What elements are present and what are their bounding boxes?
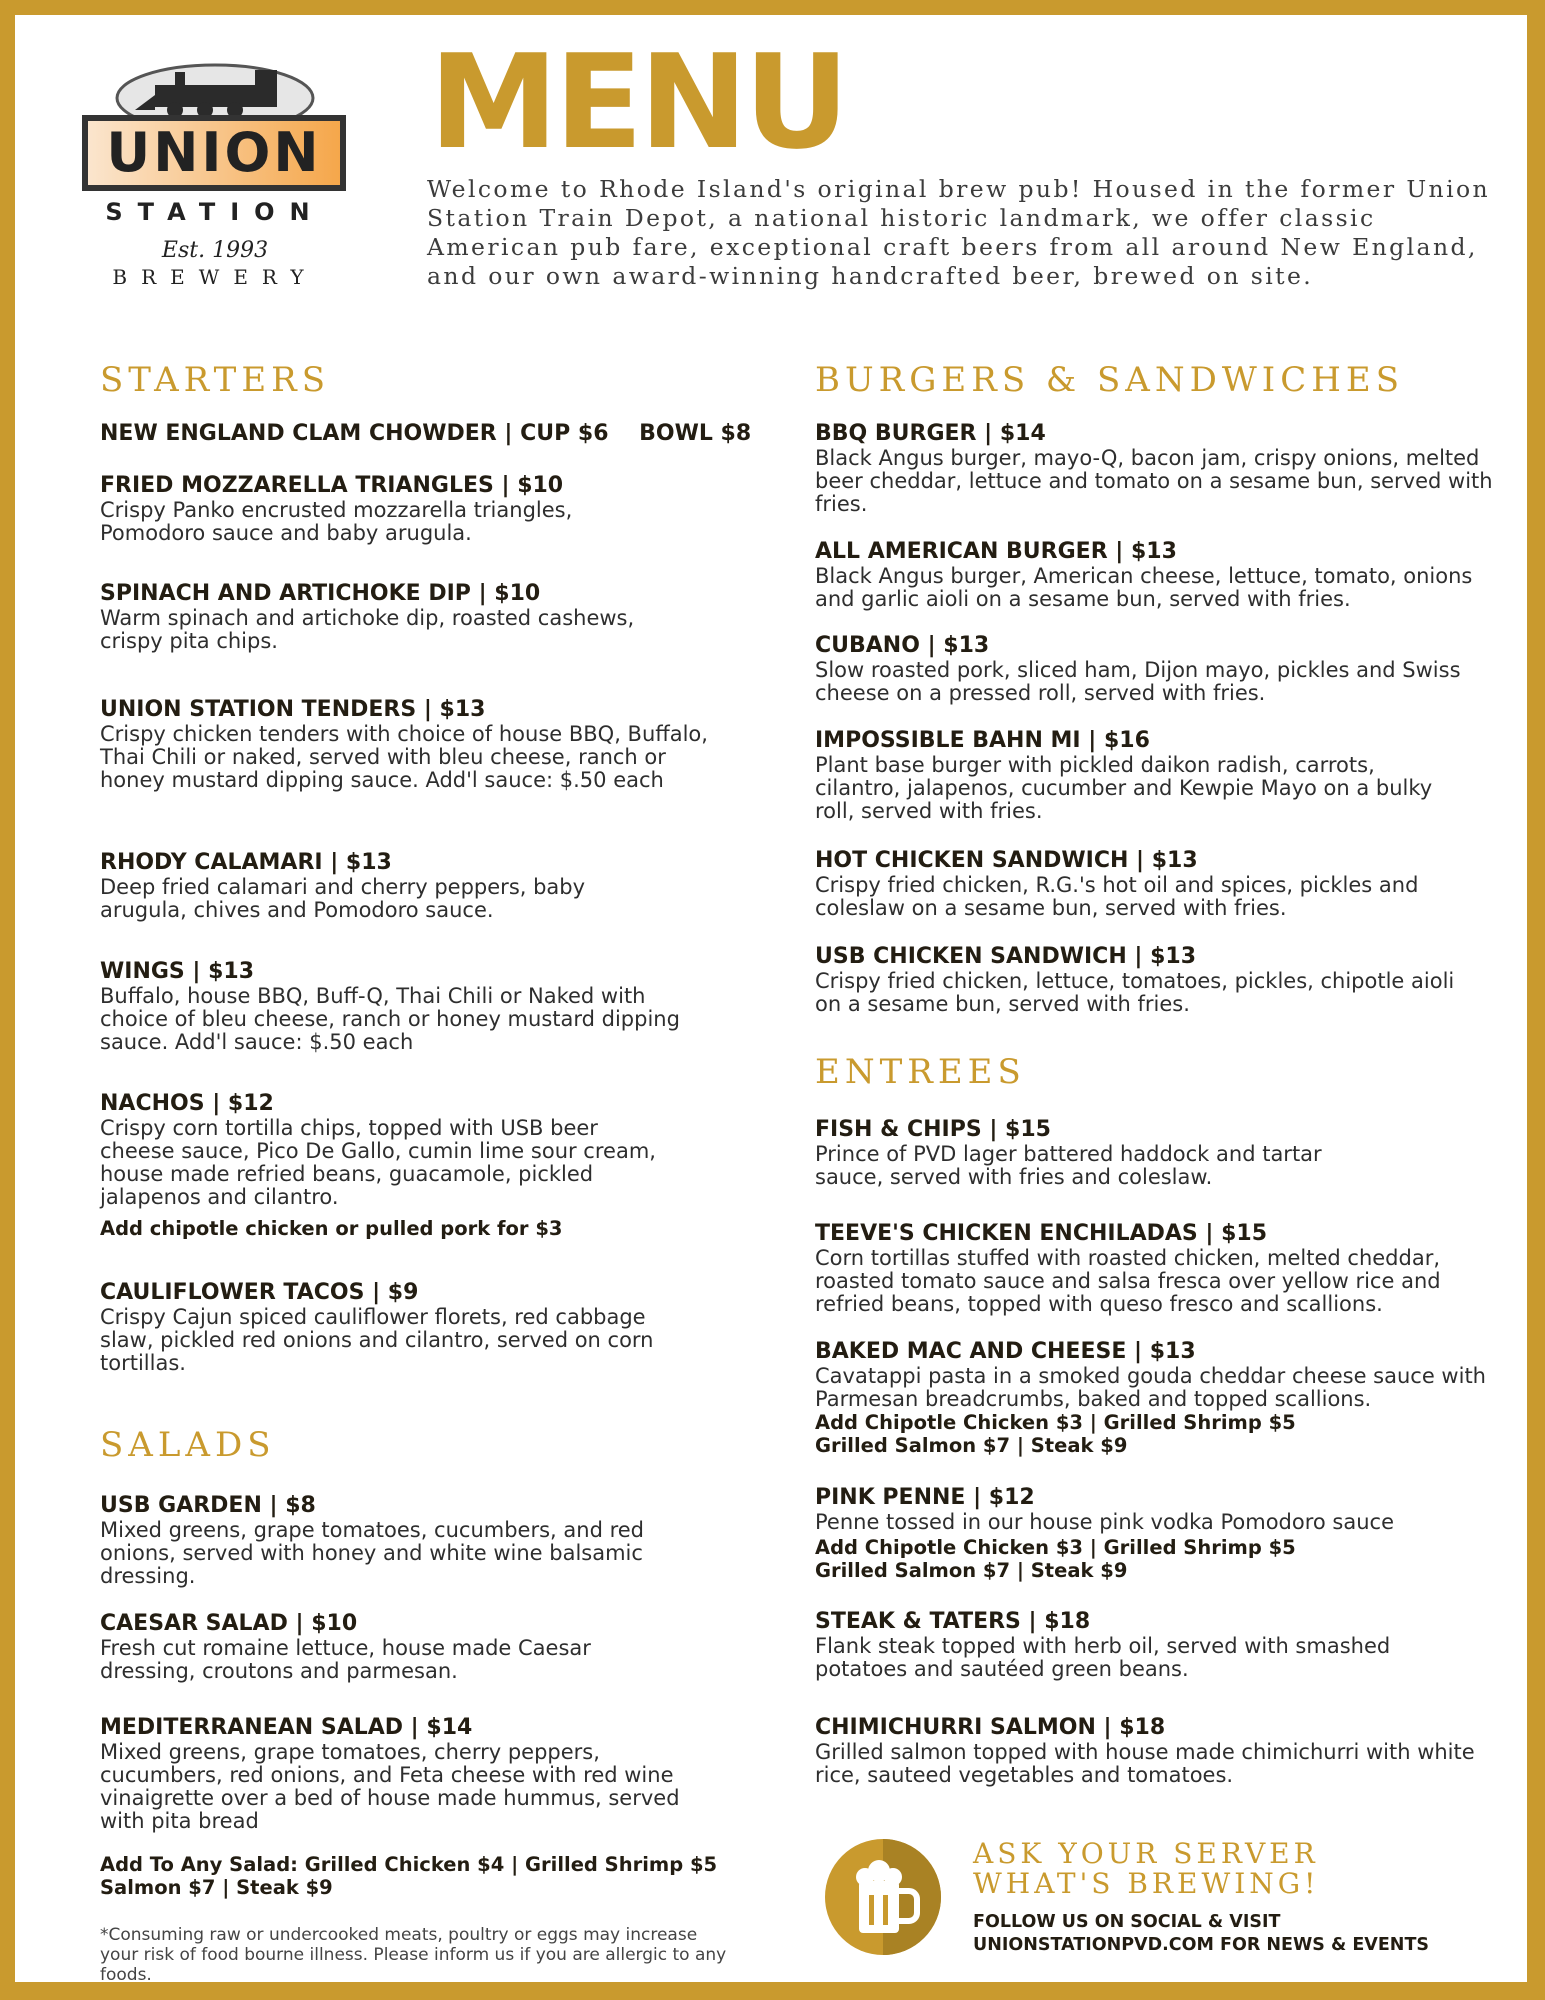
item-description: Cavatappi pasta in a smoked gouda cheddar cheese sauce with Parmesan breadcrumbs, baked and topped scallions.	[815, 1364, 1486, 1411]
item-title: MEDITERRANEAN SALAD | $14	[100, 1715, 473, 1740]
item-description: Crispy Panko encrusted mozzarella triangles, Pomodoro sauce and baby arugula.	[100, 498, 573, 545]
item-description: Plant base burger with pickled daikon radish, carrots, cilantro, jalapenos, cucumber and Kewpie Mayo on a bulky roll, served with fries.	[815, 753, 1433, 823]
menu-item	[100, 421, 800, 447]
item-description: Warm spinach and artichoke dip, roasted cashews, crispy pita chips.	[100, 606, 635, 653]
item-description: Crispy corn tortilla chips, topped with USB beer cheese sauce, Pico De Gallo, cumin lime sour cream, house made refried beans, guacamole, pickled jalapenos and cilantro.	[100, 1116, 656, 1209]
item-addon: Add chipotle chicken or pulled pork for $3	[100, 1217, 563, 1240]
item-title: USB GARDEN | $8	[100, 1493, 316, 1518]
item-title: ALL AMERICAN BURGER | $13	[815, 539, 1177, 564]
section-heading-salads: SALADS	[100, 1425, 276, 1465]
menu-item	[100, 850, 670, 922]
menu-item	[100, 959, 680, 1054]
item-description: Mixed greens, grape tomatoes, cherry peppers, cucumbers, red onions, and Feta cheese with red wine vinaigrette over a bed of house made hummus, served with pita bread	[100, 1740, 680, 1833]
follow-line1: FOLLOW US ON SOCIAL & VISIT	[973, 1912, 1281, 1932]
intro-text: Welcome to Rhode Island's original brew pub! Housed in the former Union Station Train Depot, a national historic landmark, we offer classic American pub fare, exceptional craft beers from all around New England, and our own award-winning handcrafted beer, brewed on site.	[427, 175, 1491, 290]
section-heading-starters: STARTERS	[100, 360, 331, 400]
item-description: Crispy fried chicken, R.G.'s hot oil and spices, pickles and coleslaw on a sesame bun, served with fries.	[815, 873, 1419, 920]
item-title: USB CHICKEN SANDWICH | $13	[815, 944, 1197, 969]
section-heading-burgers: BURGERS & SANDWICHES	[815, 360, 1404, 400]
menu-item	[815, 848, 1455, 920]
menu-item	[815, 421, 1495, 516]
item-title: SPINACH AND ARTICHOKE DIP | $10	[100, 581, 541, 606]
menu-item	[100, 581, 660, 653]
item-title: CHIMICHURRI SALMON | $18	[815, 1715, 1166, 1740]
item-addon: Grilled Salmon $7 | Steak $9	[815, 1559, 1128, 1582]
salad-addon-text: Add To Any Salad: Grilled Chicken $4 | Grilled Shrimp $5 Salmon $7 | Steak $9	[100, 1853, 718, 1899]
beer-mug-icon	[823, 1837, 943, 1957]
item-addon: Add Chipotle Chicken $3 | Grilled Shrimp $5	[815, 1536, 1296, 1559]
item-title: TEEVE'S CHICKEN ENCHILADAS | $15	[815, 1221, 1268, 1246]
menu-item	[815, 1715, 1485, 1787]
item-title: PINK PENNE | $12	[815, 1485, 1035, 1510]
item-title: BBQ BURGER | $14	[815, 421, 1046, 446]
logo-est-text: Est. 1993	[161, 238, 269, 263]
menu-item	[100, 1493, 660, 1588]
item-description: Slow roasted pork, sliced ham, Dijon mayo, pickles and Swiss cheese on a pressed roll, served with fries.	[815, 658, 1461, 705]
item-title: WINGS | $13	[100, 959, 255, 984]
menu-item	[100, 473, 680, 545]
ask-server-line1: ASK YOUR SERVER	[973, 1837, 1319, 1870]
item-description: Black Angus burger, American cheese, lettuce, tomato, onions and garlic aioli on a sesame bun, served with fries.	[815, 564, 1473, 611]
item-title: NACHOS | $12	[100, 1091, 274, 1116]
item-description: Penne tossed in our house pink vodka Pomodoro sauce	[815, 1510, 1395, 1534]
logo-station-text: STATION	[105, 198, 325, 226]
website-link[interactable]: UNIONSTATIONPVD.COM FOR NEWS & EVENTS	[973, 1935, 1429, 1955]
menu-item	[100, 1091, 660, 1240]
item-title: UNION STATION TENDERS | $13	[100, 697, 486, 722]
item-title: BAKED MAC AND CHEESE | $13	[815, 1339, 1196, 1364]
item-title: NEW ENGLAND CLAM CHOWDER | CUP $6 BOWL $8	[100, 421, 752, 446]
item-title: RHODY CALAMARI | $13	[100, 850, 392, 875]
menu-item	[815, 1221, 1515, 1316]
item-description: Black Angus burger, mayo-Q, bacon jam, crispy onions, melted beer cheddar, lettuce and tomato on a sesame bun, served with fries.	[815, 446, 1493, 516]
menu-item	[815, 1609, 1485, 1681]
item-description: Corn tortillas stuffed with roasted chicken, melted cheddar, roasted tomato sauce and salsa fresca over yellow rice and refried beans, topped with queso fresco and scallions.	[815, 1246, 1441, 1316]
item-description: Crispy fried chicken, lettuce, tomatoes, pickles, chipotle aioli on a sesame bun, served with fries.	[815, 969, 1455, 1016]
item-addon: Add Chipotle Chicken $3 | Grilled Shrimp $5	[815, 1411, 1296, 1434]
menu-item	[100, 697, 730, 792]
section-heading-entrees: ENTREES	[815, 1052, 1026, 1092]
item-description: Flank steak topped with herb oil, served with smashed potatoes and sautéed green beans.	[815, 1634, 1391, 1681]
brewery-logo	[65, 50, 365, 290]
item-title: HOT CHICKEN SANDWICH | $13	[815, 848, 1198, 873]
item-description: Deep fried calamari and cherry peppers, baby arugula, chives and Pomodoro sauce.	[100, 875, 586, 922]
menu-item	[815, 1339, 1515, 1457]
menu-item	[100, 1280, 680, 1375]
menu-item	[100, 1611, 660, 1683]
menu-item	[815, 1117, 1375, 1189]
item-description: Crispy Cajun spiced cauliflower florets, red cabbage slaw, pickled red onions and cilantro, served on corn tortillas.	[100, 1305, 654, 1375]
salad-addons	[100, 1853, 740, 1899]
item-description: Crispy chicken tenders with choice of house BBQ, Buffalo, Thai Chili or naked, served with bleu cheese, ranch or honey mustard dipping sauce. Add'l sauce: $.50 each	[100, 722, 708, 792]
item-description: Mixed greens, grape tomatoes, cucumbers, and red onions, served with honey and white wine balsamic dressing.	[100, 1518, 645, 1588]
ask-server-line2: WHAT'S BREWING!	[973, 1867, 1320, 1900]
menu-item	[100, 1715, 720, 1833]
menu-item	[815, 1485, 1515, 1582]
item-description: Prince of PVD lager battered haddock and tartar sauce, served with fries and coleslaw.	[815, 1142, 1322, 1189]
item-title: CAESAR SALAD | $10	[100, 1611, 358, 1636]
item-title: CAULIFLOWER TACOS | $9	[100, 1280, 419, 1305]
item-title: STEAK & TATERS | $18	[815, 1609, 1091, 1634]
item-description: Grilled salmon topped with house made chimichurri with white rice, sauteed vegetables and tomatoes.	[815, 1740, 1475, 1787]
menu-item	[815, 728, 1435, 823]
item-title: FRIED MOZZARELLA TRIANGLES | $10	[100, 473, 564, 498]
item-description: Fresh cut romaine lettuce, house made Caesar dressing, croutons and parmesan.	[100, 1636, 591, 1683]
logo-union-text: UNION	[106, 121, 322, 184]
menu-item	[815, 539, 1515, 611]
item-addon: Grilled Salmon $7 | Steak $9	[815, 1434, 1128, 1457]
item-title: IMPOSSIBLE BAHN MI | $16	[815, 728, 1150, 753]
item-title: CUBANO | $13	[815, 633, 990, 658]
menu-page	[15, 15, 1527, 1985]
page-title: MENU	[429, 26, 846, 178]
menu-item	[815, 944, 1455, 1016]
item-title: FISH & CHIPS | $15	[815, 1117, 1051, 1142]
item-description: Buffalo, house BBQ, Buff-Q, Thai Chili or Naked with choice of bleu cheese, ranch or honey mustard dipping sauce. Add'l sauce: $.50 each	[100, 984, 680, 1054]
logo-brewery-text: BREWERY	[112, 265, 318, 289]
disclaimer: *Consuming raw or undercooked meats, poultry or eggs may increase your risk of food bourne illness. Please inform us if you are allergic to any foods.	[100, 1925, 727, 1985]
menu-item	[815, 633, 1495, 705]
